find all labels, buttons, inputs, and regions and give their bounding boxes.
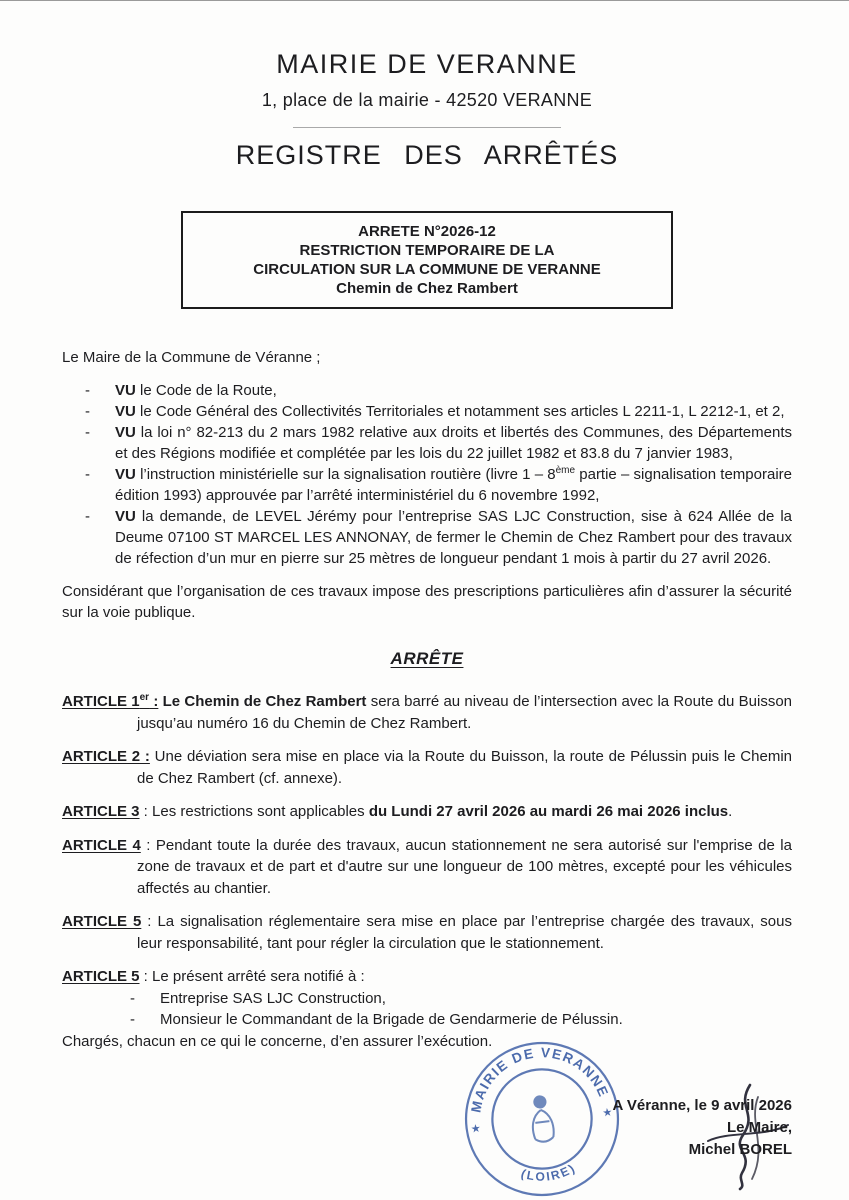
notified-item [62, 988, 792, 1010]
notice-line-number: ARRETE N°2026-12 [358, 223, 496, 240]
dash-bullet: - [130, 1011, 135, 1028]
document-header [62, 49, 792, 171]
article-body: sera barré au niveau de l’intersection avec la Route du Buisson jusqu’au numéro 16 du Chemin de Chez Rambert. [137, 693, 793, 732]
article-label-superscript: er [139, 692, 150, 703]
vu-text: l’instruction ministérielle sur la signalisation routière (livre 1 – 8 [140, 466, 556, 483]
dash-bullet: - [85, 466, 90, 483]
considerant-paragraph: Considérant que l’organisation de ces travaux impose des prescriptions particulières afin d’assurer la sécurité sur la voie publique. [62, 583, 792, 621]
article-bold-text: du Lundi 27 avril 2026 au mardi 26 mai 2026 inclus [368, 803, 729, 820]
article-body: Les restrictions sont applicables [152, 803, 369, 820]
dash-bullet: - [85, 424, 90, 441]
closing-line: Chargés, chacun en ce qui le concerne, d’en assurer l’exécution. [62, 1032, 493, 1050]
vu-text: la loi n° 82-213 du 2 mars 1982 relative aux droits et libertés des Communes, des Départements et des Régions modifiée et complétée par les lois du 22 juillet 1982 et 83.8 du 7 janvier 1983, [115, 424, 792, 462]
article-label [62, 693, 158, 710]
vu-prefix: VU [115, 403, 136, 420]
vu-prefix: VU [115, 466, 136, 483]
article-3 [62, 801, 792, 823]
vu-superscript: ème [555, 465, 576, 476]
vu-item [62, 422, 792, 464]
vu-item [62, 506, 792, 569]
arrete-heading [62, 649, 792, 669]
article-5 [62, 911, 792, 954]
vu-text: partie – signalisation temporaire édition 1993) approuvée par l’arrêté interministériel du 6 novembre 1992, [115, 466, 792, 504]
notice-line-commune: CIRCULATION SUR LA COMMUNE DE VERANNE [253, 261, 601, 278]
vu-prefix: VU [115, 424, 136, 441]
signature-block [532, 1095, 792, 1161]
registre-title: REGISTRE DES ARRÊTÉS [235, 140, 619, 170]
notified-item [62, 1009, 792, 1031]
article-bold-text: Le Chemin de Chez Rambert [162, 693, 367, 710]
dash-bullet: - [85, 382, 90, 399]
vu-prefix: VU [115, 508, 136, 525]
article-4 [62, 835, 792, 900]
article-label-separator: : [140, 836, 156, 854]
article-label-colon: : [149, 693, 159, 710]
arrete-heading-text: ARRÊTE [390, 649, 464, 668]
article-body: Le présent arrêté sera notifié à : [152, 968, 365, 985]
article-label-separator: : [141, 913, 158, 930]
svg-text:(LOIRE) [518, 1160, 580, 1187]
dash-bullet: - [85, 403, 90, 420]
stamp-star-right-icon: ★ [601, 1106, 614, 1120]
vu-text: la demande, de LEVEL Jérémy pour l’entreprise SAS LJC Construction, sise à 624 Allée de la Deume 07100 ST MARCEL LES ANNONAY, de fermer le Chemin de Chez Rambert pour des travaux de réfection d’un mur en pierre sur 25 mètres de longueur pendant 1 mois à partir du 27 avril 2026. [115, 508, 792, 567]
mairie-address: 1, place de la mairie - 42520 VERANNE [261, 90, 593, 110]
article-label-separator: : [139, 803, 153, 820]
article-label: ARTICLE 2 : [62, 748, 150, 765]
article-body: . [728, 803, 733, 820]
article-label: ARTICLE 4 [62, 836, 141, 854]
article-body: Une déviation sera mise en place via la Route du Buisson, la route de Pélussin puis le Chemin de Chez Rambert (cf. annexe). [137, 748, 792, 787]
stamp-top-text: MAIRIE DE VERANNE [468, 1045, 612, 1114]
article-label: ARTICLE 5 [62, 968, 140, 985]
notice-line-chemin: Chemin de Chez Rambert [336, 280, 518, 297]
arrete-notice-box [181, 211, 673, 309]
vu-item [62, 380, 792, 401]
notified-text: Entreprise SAS LJC Construction, [160, 989, 386, 1007]
notified-text: Monsieur le Commandant de la Brigade de Gendarmerie de Pélussin. [160, 1011, 623, 1028]
stamp-star-left-icon: ★ [470, 1122, 482, 1136]
header-divider [293, 127, 561, 128]
vu-list [62, 380, 792, 569]
article-1 [62, 691, 792, 734]
vu-text: le Code de la Route, [140, 382, 277, 399]
dash-bullet: - [130, 989, 135, 1007]
article-label: ARTICLE 5 [62, 913, 142, 930]
vu-prefix: VU [115, 382, 136, 399]
article-body: La signalisation réglementaire sera mise en place par l’entreprise chargée des travaux, sous leur responsabilité, tant pour régler la circulation que le stationnement. [137, 913, 792, 952]
article-label-separator: : [139, 968, 153, 985]
article-5-bis [62, 966, 792, 988]
vu-text: le Code Général des Collectivités Territoriales et notamment ses articles L 2211-1, L 2212-1, et 2, [140, 403, 785, 420]
dash-bullet: - [85, 508, 90, 525]
intro-line: Le Maire de la Commune de Véranne ; [62, 349, 321, 366]
signer-name: Michel BOREL [688, 1141, 792, 1158]
article-label-text: ARTICLE 1 [62, 693, 140, 710]
place-date-line: A Véranne, le 9 avril 2026 [612, 1097, 792, 1114]
vu-item [62, 464, 792, 506]
article-body: Pendant toute la durée des travaux, aucun stationnement ne sera autorisé sur l'emprise de la zone de travaux et de part et d'autre sur une longueur de 100 mètres, excepté pour les véhicules affectés au chantier. [137, 836, 792, 897]
notice-line-restriction: RESTRICTION TEMPORAIRE DE LA [299, 242, 555, 259]
article-2 [62, 746, 792, 789]
stamp-bottom-text: (LOIRE) [519, 1160, 579, 1184]
signer-role: Le Maire, [726, 1119, 792, 1136]
article-label: ARTICLE 3 [62, 803, 140, 820]
vu-item [62, 401, 792, 422]
mairie-title: MAIRIE DE VERANNE [276, 49, 578, 79]
notified-list [62, 988, 792, 1031]
